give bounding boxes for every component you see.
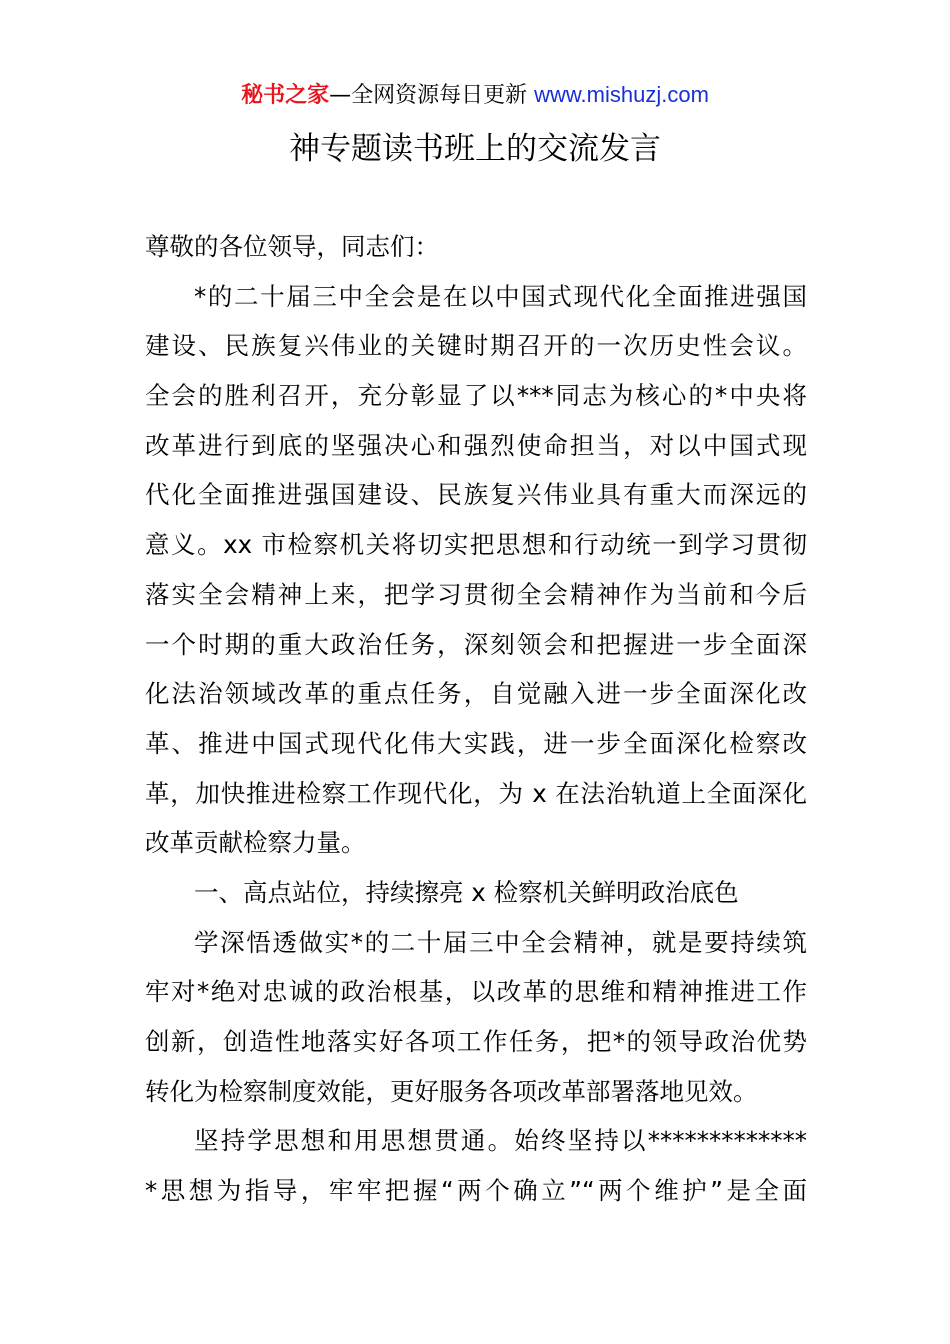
text-line: *的二十届三中全会是在以中国式现代化全面推进强国 [194,281,807,311]
site-header [0,78,950,113]
text-line: 牢对*绝对忠诚的政治根基，以改革的思维和精神推进工作 [145,977,807,1007]
text-line: 建设、民族复兴伟业的关键时期召开的一次历史性会议。 [145,331,807,361]
text-line: 一、高点站位，持续擦亮 x 检察机关鲜明政治底色 [194,877,739,907]
text-line: 意义。xx 市检察机关将切实把思想和行动统一到学习贯彻 [145,530,807,560]
header-tagline: —全网资源每日更新 [329,83,528,108]
text-line: 代化全面推进强国建设、民族复兴伟业具有重大而深远的 [145,480,807,510]
document-title: 神专题读书班上的交流发言 [289,131,661,167]
text-line: 学深悟透做实*的二十届三中全会精神，就是要持续筑 [194,927,807,957]
text-line: 改革贡献检察力量。 [145,828,366,858]
text-line: 革、推进中国式现代化伟大实践，进一步全面深化检察改 [145,728,807,758]
text-line: 创新，创造性地落实好各项工作任务，把*的领导政治优势 [145,1027,807,1056]
text-line: 改革进行到底的坚强决心和强烈使命担当，对以中国式现 [145,430,807,460]
text-line: 一个时期的重大政治任务，深刻领会和把握进一步全面深 [145,629,807,659]
text-line: 化法治领域改革的重点任务，自觉融入进一步全面深化改 [145,679,807,709]
paragraph-lines [145,272,807,1216]
text-line: 全会的胜利召开，充分彰显了以***同志为核心的*中央将 [145,381,807,411]
text-line: 落实全会精神上来，把学习贯彻全会精神作为当前和今后 [145,579,807,609]
brand-name: 秘书之家 [241,83,330,108]
text-line: *思想为指导，牢牢把握“两个确立”“两个维护”是全面 [145,1176,807,1206]
document-body [145,222,807,1216]
text-line: 坚持学思想和用思想贯通。始终坚持以************* [194,1126,807,1156]
text-line: 革，加快推进检察工作现代化，为 x 在法治轨道上全面深化 [145,778,807,808]
text-line: 转化为检察制度效能，更好服务各项改革部署落地见效。 [145,1076,758,1106]
site-url[interactable]: www.mishuzj.com [534,82,709,107]
salutation: 尊敬的各位领导，同志们： [145,232,439,261]
